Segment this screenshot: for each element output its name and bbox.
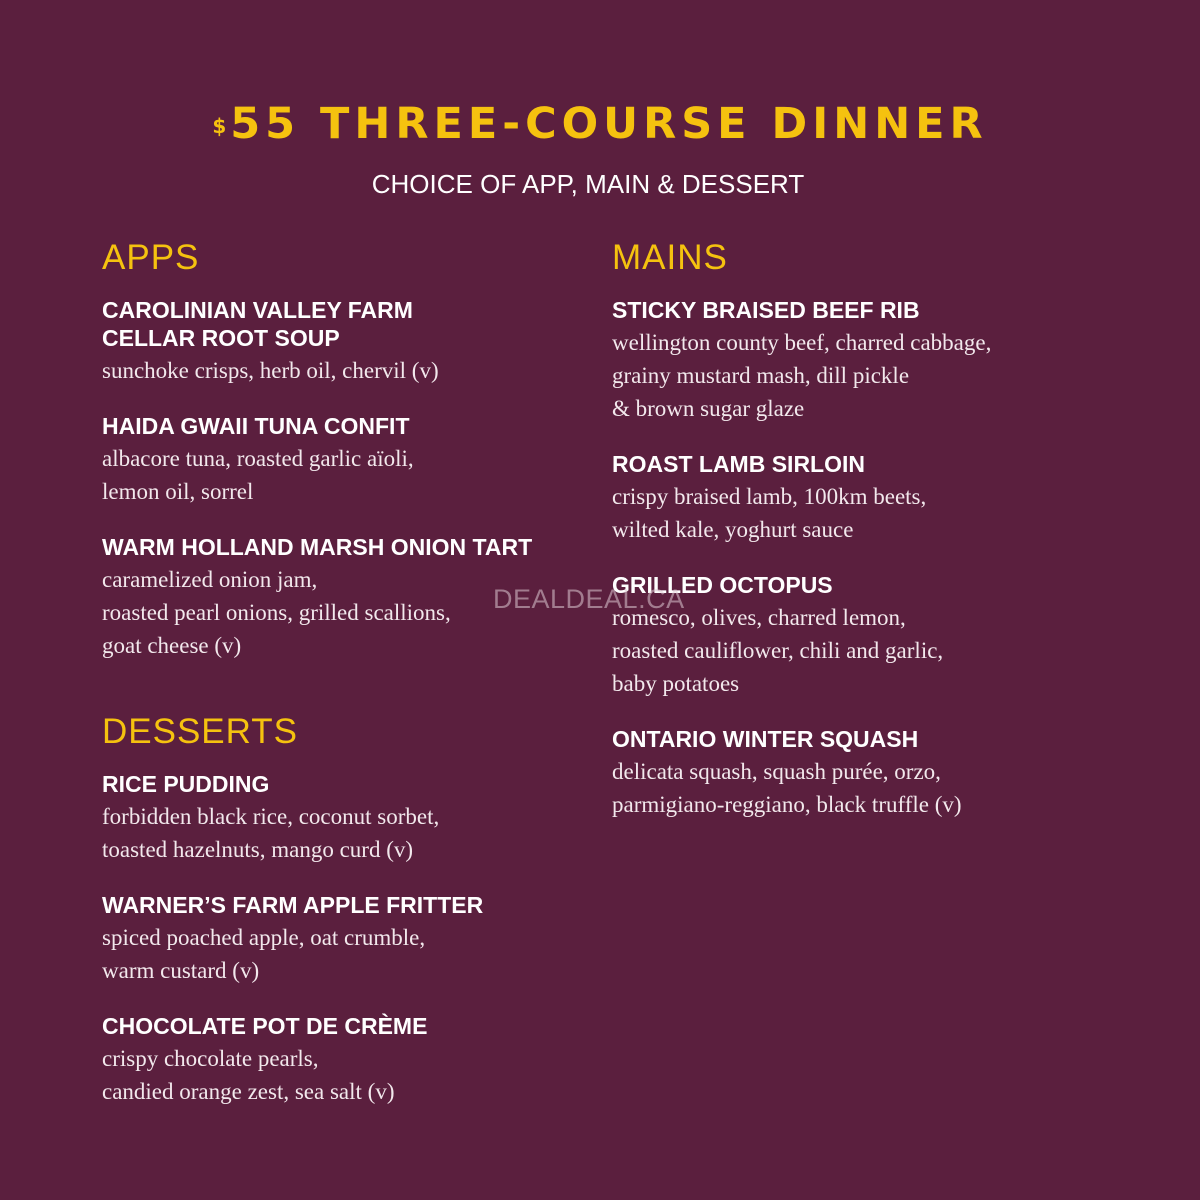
menu-item bbox=[102, 891, 582, 987]
menu-item-description: albacore tuna, roasted garlic aïoli, lemon oil, sorrel bbox=[102, 446, 414, 504]
menu-title bbox=[0, 98, 1200, 150]
menu-item-name: STICKY BRAISED BEEF RIB bbox=[612, 297, 920, 323]
apps-heading: APPS bbox=[102, 238, 200, 277]
menu-item-description: romesco, olives, charred lemon, roasted cauliflower, chili and garlic, baby potatoes bbox=[612, 605, 944, 696]
menu-item bbox=[612, 725, 1112, 821]
menu-subtitle: CHOICE OF APP, MAIN & DESSERT bbox=[371, 169, 805, 199]
menu-item-description: forbidden black rice, coconut sorbet, toasted hazelnuts, mango curd (v) bbox=[102, 804, 440, 862]
mains-heading: MAINS bbox=[612, 238, 728, 277]
menu-item-description: wellington county beef, charred cabbage, grainy mustard mash, dill pickle & brown sugar glaze bbox=[612, 330, 992, 421]
menu-item bbox=[102, 533, 582, 662]
menu-item-description: delicata squash, squash purée, orzo, parmigiano-reggiano, black truffle (v) bbox=[612, 759, 962, 817]
menu-item-name: WARNER’S FARM APPLE FRITTER bbox=[102, 892, 484, 918]
menu-item-description: crispy braised lamb, 100km beets, wilted kale, yoghurt sauce bbox=[612, 484, 927, 542]
menu-item-name: CAROLINIAN VALLEY FARM CELLAR ROOT SOUP bbox=[102, 297, 413, 351]
mains-section bbox=[612, 236, 1112, 846]
menu-item bbox=[612, 296, 1112, 425]
menu-item bbox=[102, 296, 582, 387]
menu-title-text: 55 THREE-COURSE DINNER bbox=[230, 99, 988, 149]
apps-section bbox=[102, 236, 582, 687]
desserts-heading: DESSERTS bbox=[102, 712, 299, 751]
menu-item-description: sunchoke crisps, herb oil, chervil (v) bbox=[102, 358, 439, 383]
menu-item-name: CHOCOLATE POT DE CRÈME bbox=[102, 1013, 428, 1039]
price-symbol: $ bbox=[212, 114, 227, 138]
menu-item-description: caramelized onion jam, roasted pearl onions, grilled scallions, goat cheese (v) bbox=[102, 567, 451, 658]
watermark: DEALDEAL.CA bbox=[493, 584, 685, 614]
menu-item-name: WARM HOLLAND MARSH ONION TART bbox=[102, 534, 533, 560]
desserts-section bbox=[102, 710, 582, 1133]
menu-item bbox=[102, 770, 582, 866]
menu-item-name: GRILLED OCTOPUS bbox=[612, 572, 833, 598]
menu-item-description: spiced poached apple, oat crumble, warm custard (v) bbox=[102, 925, 426, 983]
menu-item-name: ROAST LAMB SIRLOIN bbox=[612, 451, 865, 477]
menu-item bbox=[102, 412, 582, 508]
menu-item-name: HAIDA GWAII TUNA CONFIT bbox=[102, 413, 410, 439]
menu-item bbox=[612, 450, 1112, 546]
menu-item bbox=[102, 1012, 582, 1108]
menu-item-name: RICE PUDDING bbox=[102, 771, 270, 797]
menu-item bbox=[612, 571, 1112, 700]
menu-item-description: crispy chocolate pearls, candied orange zest, sea salt (v) bbox=[102, 1046, 395, 1104]
menu-item-name: ONTARIO WINTER SQUASH bbox=[612, 726, 919, 752]
